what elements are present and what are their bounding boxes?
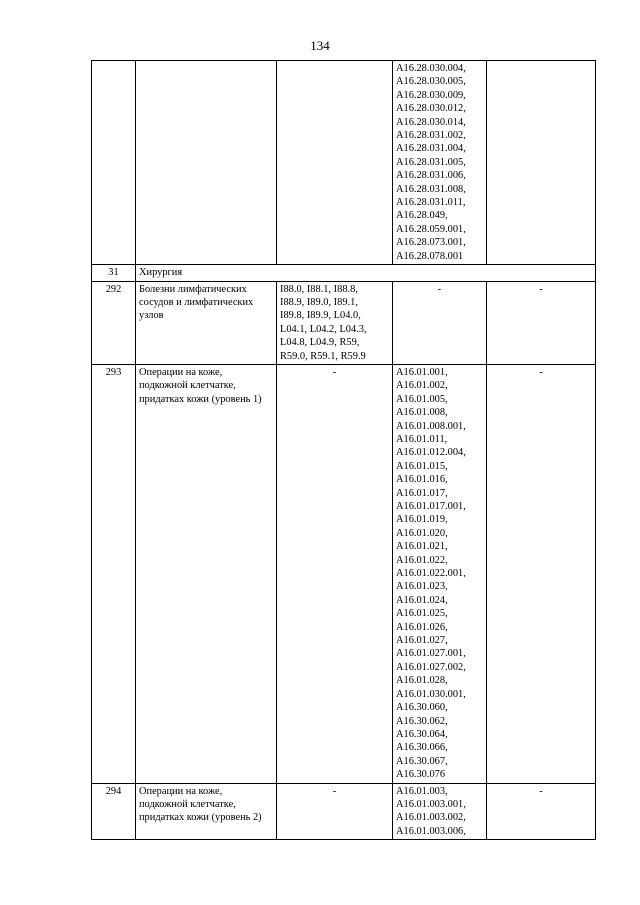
procedure-code: A16.01.002, xyxy=(396,380,448,392)
procedure-code: A16.28.031.004, xyxy=(396,143,466,155)
table-row xyxy=(92,783,596,840)
procedure-code: A16.30.062, xyxy=(396,715,448,727)
procedure-code: A16.01.021, xyxy=(396,541,448,553)
procedure-code: A16.01.001, xyxy=(396,366,448,378)
procedure-code: A16.01.027.002, xyxy=(396,661,466,673)
cell-extra xyxy=(487,61,596,265)
procedure-code: A16.28.073.001, xyxy=(396,237,466,249)
row-procedures xyxy=(393,364,487,783)
procedure-code: A16.01.022, xyxy=(396,554,448,566)
row-procedures: - xyxy=(393,281,487,364)
diagnosis-code: I88.0, I88.1, I88.8, xyxy=(280,283,358,295)
procedure-code: A16.28.030.009, xyxy=(396,89,466,101)
procedure-code: A16.01.017, xyxy=(396,487,448,499)
procedure-code: A16.01.015, xyxy=(396,460,448,472)
procedure-code: A16.01.023, xyxy=(396,581,448,593)
diagnosis-code: L04.8, L04.9, R59, xyxy=(280,337,360,349)
procedure-code: A16.01.025, xyxy=(396,608,448,620)
procedure-code: A16.28.030.004, xyxy=(396,63,466,74)
procedure-code: A16.28.031.005, xyxy=(396,156,466,168)
procedure-code: A16.28.031.011, xyxy=(396,197,466,209)
row-number: 292 xyxy=(92,281,136,364)
procedure-code: A16.28.049, xyxy=(396,210,448,222)
row-number: 294 xyxy=(92,783,136,840)
procedure-code: A16.01.012.004, xyxy=(396,447,466,459)
diagnosis-code: R59.0, R59.1, R59.9 xyxy=(280,350,366,362)
row-name: Операции на коже, подкожной клетчатке, придатках кожи (уровень 1) xyxy=(136,364,277,783)
procedure-code: A16.01.019, xyxy=(396,514,448,526)
procedure-code: A16.01.020, xyxy=(396,527,448,539)
diagnosis-code: L04.1, L04.2, L04.3, xyxy=(280,323,367,335)
procedure-code: A16.01.003.006, xyxy=(396,825,466,837)
procedure-code: A16.01.030.001, xyxy=(396,688,466,700)
procedure-code: A16.30.064, xyxy=(396,728,448,740)
row-name: Болезни лимфатических сосудов и лимфатических узлов xyxy=(136,281,277,364)
row-diagnoses: - xyxy=(277,783,393,840)
procedure-code: A16.01.026, xyxy=(396,621,448,633)
procedure-code: A16.01.005, xyxy=(396,393,448,405)
procedure-code: A16.28.030.005, xyxy=(396,76,466,88)
row-diagnoses xyxy=(277,281,393,364)
table-row xyxy=(92,364,596,783)
diagnosis-code: I88.9, I89.0, I89.1, xyxy=(280,296,358,308)
procedure-code: A16.30.060, xyxy=(396,702,448,714)
procedure-code: A16.28.031.006, xyxy=(396,170,466,182)
procedure-code: A16.28.031.002, xyxy=(396,130,466,142)
row-procedures xyxy=(393,783,487,840)
procedure-code: A16.01.022.001, xyxy=(396,568,466,580)
section-number: 31 xyxy=(92,265,136,281)
procedure-code: A16.01.027, xyxy=(396,635,448,647)
document-table xyxy=(91,60,596,840)
row-number: 293 xyxy=(92,364,136,783)
row-diagnoses: - xyxy=(277,364,393,783)
page-number: 134 xyxy=(310,38,330,53)
procedure-code: A16.01.024, xyxy=(396,594,448,606)
procedure-code: A16.30.066, xyxy=(396,742,448,754)
procedure-code: A16.01.027.001, xyxy=(396,648,466,660)
row-name: Операции на коже, подкожной клетчатке, придатках кожи (уровень 2) xyxy=(136,783,277,840)
procedure-code: A16.01.011, xyxy=(396,433,448,445)
diagnosis-code: I89.8, I89.9, L04.0, xyxy=(280,310,361,322)
procedure-code: A16.01.008.001, xyxy=(396,420,466,432)
table-row-continuation xyxy=(92,61,596,265)
procedure-code: A16.30.076 xyxy=(396,769,446,781)
section-title: Хирургия xyxy=(136,265,596,281)
row-extra: - xyxy=(487,281,596,364)
procedure-code: A16.28.059.001, xyxy=(396,223,466,235)
procedure-code: A16.28.031.008, xyxy=(396,183,466,195)
procedure-code: A16.01.003.002, xyxy=(396,812,466,824)
row-extra: - xyxy=(487,364,596,783)
cell-procedures xyxy=(393,61,487,265)
procedure-code: A16.01.008, xyxy=(396,407,448,419)
procedure-code: A16.01.003, xyxy=(396,785,448,797)
procedure-code: A16.28.030.012, xyxy=(396,103,466,115)
table-row xyxy=(92,281,596,364)
procedure-code: A16.30.067, xyxy=(396,755,448,767)
table-row-section xyxy=(92,265,596,281)
procedure-code: A16.28.078.001 xyxy=(396,250,464,262)
procedure-code: A16.01.016, xyxy=(396,474,448,486)
procedure-code: A16.28.030.014, xyxy=(396,116,466,128)
procedure-code: A16.01.017.001, xyxy=(396,501,466,512)
procedure-code: A16.01.003.001, xyxy=(396,798,466,810)
row-extra: - xyxy=(487,783,596,840)
cell-number xyxy=(92,61,136,265)
cell-name xyxy=(136,61,277,265)
cell-diagnoses xyxy=(277,61,393,265)
procedure-code: A16.01.028, xyxy=(396,675,448,687)
